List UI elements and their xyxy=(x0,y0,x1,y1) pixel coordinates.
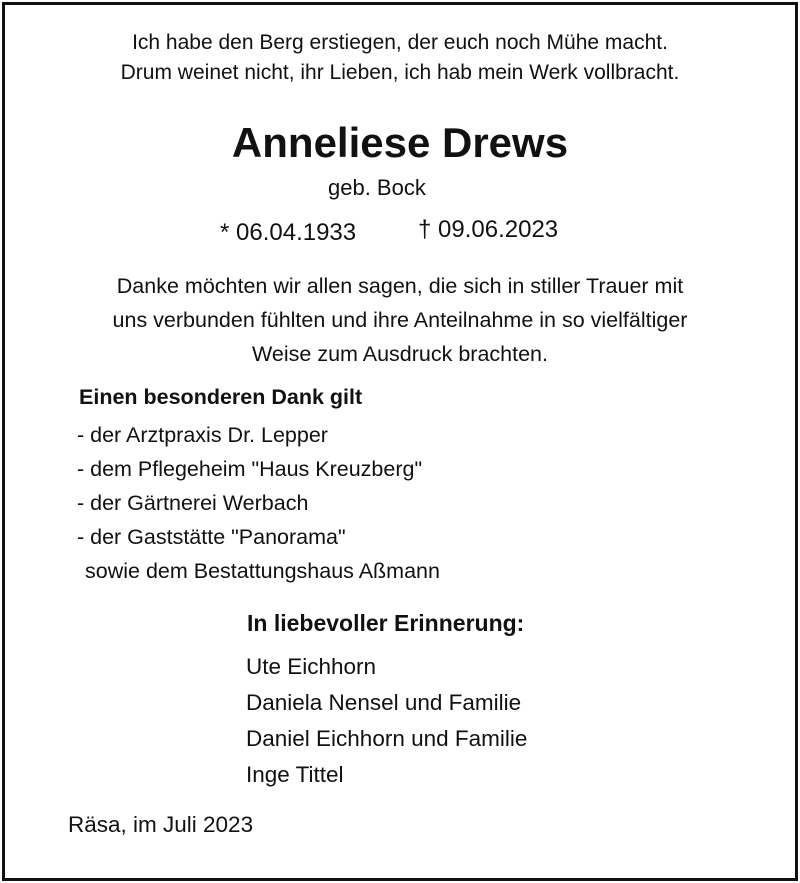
special-thanks-item: sowie dem Bestattungshaus Aßmann xyxy=(85,559,440,583)
birth-date: * 06.04.1933 xyxy=(220,219,357,246)
special-thanks-heading: Einen besonderen Dank gilt xyxy=(79,385,363,409)
mourner-name: Ute Eichhorn xyxy=(246,654,377,679)
mourner-name: Inge Tittel xyxy=(246,762,344,787)
place-and-date: Räsa, im Juli 2023 xyxy=(68,812,254,837)
special-thanks-item: - der Gaststätte "Panorama" xyxy=(77,525,346,549)
thanks-line-3: Weise zum Ausdruck brachten. xyxy=(252,342,548,366)
special-thanks-item: - dem Pflegeheim "Haus Kreuzberg" xyxy=(77,457,423,481)
mourner-name: Daniela Nensel und Familie xyxy=(246,690,522,715)
mourner-name: Daniel Eichhorn und Familie xyxy=(246,726,528,751)
deceased-name: Anneliese Drews xyxy=(231,119,569,166)
maiden-name: geb. Bock xyxy=(328,175,426,200)
thanks-line-1: Danke möchten wir allen sagen, die sich in stiller Trauer mit xyxy=(116,274,684,298)
thanks-line-2: uns verbunden fühlten und ihre Anteilnahme in so vielfältiger xyxy=(112,308,688,332)
remembrance-heading: In liebevoller Erinnerung: xyxy=(247,610,525,636)
poem-line-2: Drum weinet nicht, ihr Lieben, ich hab mein Werk vollbracht. xyxy=(120,61,680,84)
poem-line-1: Ich habe den Berg erstiegen, der euch noch Mühe macht. xyxy=(132,31,668,54)
special-thanks-item: - der Arztpraxis Dr. Lepper xyxy=(77,423,328,447)
special-thanks-item: - der Gärtnerei Werbach xyxy=(77,491,309,515)
death-date: † 09.06.2023 xyxy=(418,216,559,243)
